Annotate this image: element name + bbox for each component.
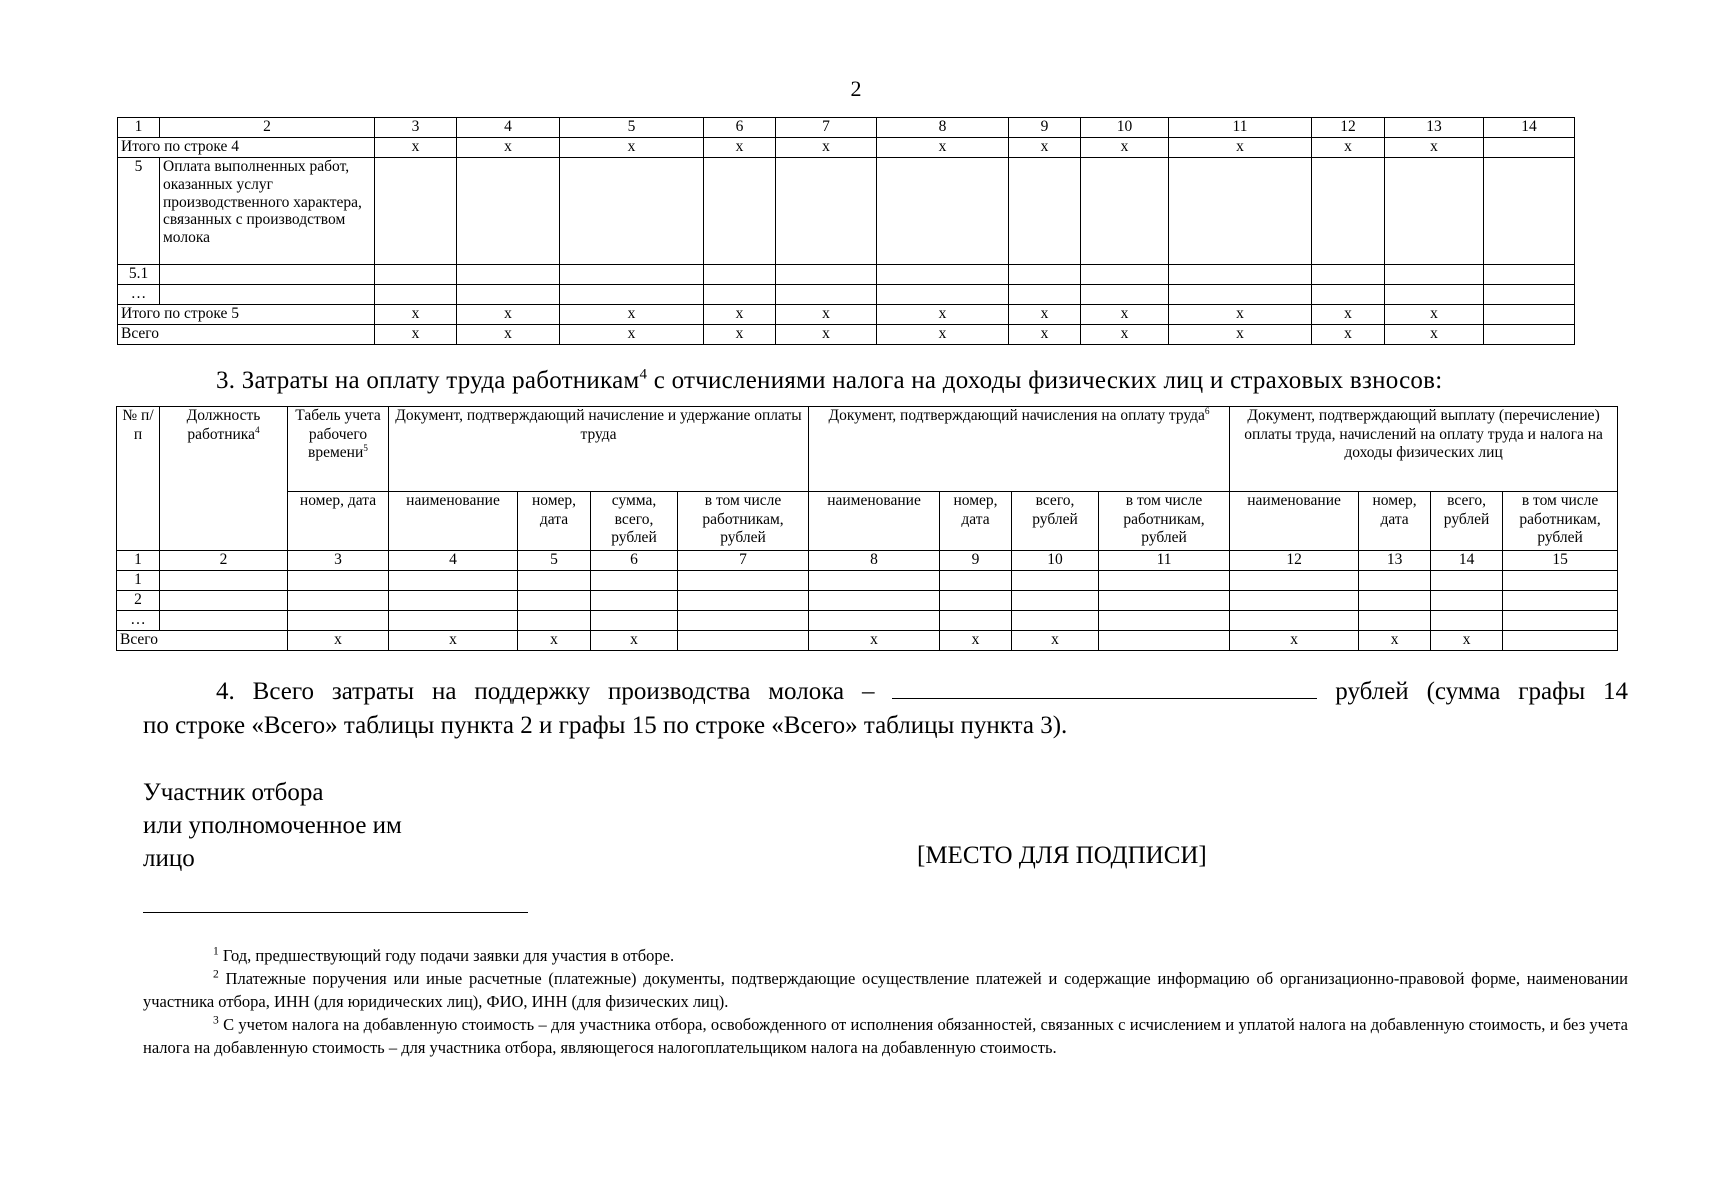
column-number-row	[118, 118, 1575, 138]
row-number: 2	[117, 591, 160, 611]
footnote: $^2$ Платежные поручения или иные расчетные (платежные) документы, подтверждающие осуществление платежей и содержащие информацию об организационно-правовой форме, наименовании участника отбора, ИНН (для юридических лиц), ФИО, ИНН (для физических лиц).	[143, 968, 1628, 1011]
column-number: 11	[1099, 551, 1230, 571]
header-charges-document: Документ, подтверждающий начисления на оплату труда$^6$	[809, 407, 1230, 492]
table-cell	[678, 611, 809, 631]
header-accrual-document: Документ, подтверждающий начисление и удержание оплаты труда	[389, 407, 809, 492]
payments-table	[117, 117, 1575, 345]
table-cell	[1484, 325, 1575, 345]
column-number: 8	[809, 551, 940, 571]
table-cell: х	[457, 138, 560, 158]
table-cell	[1359, 591, 1431, 611]
column-number: 2	[160, 118, 375, 138]
table-row	[118, 138, 1575, 158]
column-number: 1	[118, 118, 160, 138]
footnote: $^1$ Год, предшествующий году подачи заявки для участия в отборе.	[213, 945, 675, 965]
footnote-divider	[143, 912, 528, 913]
table-cell	[1012, 591, 1099, 611]
table-row	[117, 591, 1618, 611]
table-cell	[1431, 591, 1503, 611]
table-cell	[389, 591, 518, 611]
column-number: 14	[1484, 118, 1575, 138]
table-cell: х	[560, 325, 704, 345]
subheader-cell: в том числе работникам, рублей	[678, 492, 809, 551]
table-cell: х	[1230, 631, 1359, 651]
table-cell	[1484, 158, 1575, 265]
table-cell: х	[389, 631, 518, 651]
table-row	[118, 265, 1575, 285]
table-cell: х	[940, 631, 1012, 651]
table-cell	[375, 158, 457, 265]
row-number: 5	[118, 158, 160, 265]
table-cell	[1099, 571, 1230, 591]
table-cell: х	[591, 631, 678, 651]
table-cell	[1012, 611, 1099, 631]
total-amount-blank	[892, 676, 1317, 699]
column-number: 12	[1230, 551, 1359, 571]
table-row	[118, 325, 1575, 345]
table-cell	[1230, 611, 1359, 631]
table-row	[117, 571, 1618, 591]
total-costs-line-1: 4. Всего затраты на поддержку производства молока – рублей (сумма графы 14	[216, 678, 1629, 705]
table-cell: х	[776, 325, 877, 345]
table-cell	[457, 285, 560, 305]
table-cell	[1484, 138, 1575, 158]
row-number: 1	[117, 571, 160, 591]
row-description	[160, 285, 375, 305]
table-cell	[160, 571, 288, 591]
table-cell: х	[776, 138, 877, 158]
table-cell: х	[1312, 138, 1385, 158]
column-number-row	[117, 551, 1618, 571]
table-cell	[160, 611, 288, 631]
subheader-cell: в том числе работникам, рублей	[1099, 492, 1230, 551]
table-cell	[389, 571, 518, 591]
footnotes	[143, 944, 1628, 1059]
table-cell	[457, 158, 560, 265]
table-cell	[1081, 158, 1169, 265]
table-cell	[809, 591, 940, 611]
table-cell: х	[1169, 305, 1312, 325]
table-cell: х	[1359, 631, 1431, 651]
table-cell	[1169, 265, 1312, 285]
table-cell	[1081, 285, 1169, 305]
table-cell	[1431, 611, 1503, 631]
column-number: 13	[1385, 118, 1484, 138]
table-cell: х	[375, 325, 457, 345]
subheader-cell: номер, дата	[940, 492, 1012, 551]
table-cell	[940, 571, 1012, 591]
table-cell	[591, 571, 678, 591]
table-cell	[375, 265, 457, 285]
table-cell: х	[877, 305, 1009, 325]
column-number: 5	[518, 551, 591, 571]
table-cell	[1431, 571, 1503, 591]
column-number: 1	[117, 551, 160, 571]
subheader-cell: номер, дата	[1359, 492, 1431, 551]
table-cell	[877, 265, 1009, 285]
table-cell: х	[560, 305, 704, 325]
subheader-cell: всего, рублей	[1012, 492, 1099, 551]
table-cell	[560, 265, 704, 285]
table-cell	[1099, 611, 1230, 631]
table-cell	[591, 611, 678, 631]
column-number: 6	[704, 118, 776, 138]
subheader-row	[117, 492, 1618, 551]
table-cell: х	[877, 138, 1009, 158]
section-3-heading: 3. Затраты на оплату труда работникам$^4$ с отчислениями налога на доходы физических лиц и страховых взносов:	[216, 366, 1443, 394]
subheader-cell: в том числе работникам, рублей	[1503, 492, 1618, 551]
total-costs-paragraph	[143, 675, 1628, 743]
table-cell	[591, 591, 678, 611]
table-cell: х	[1312, 305, 1385, 325]
table-cell	[1484, 265, 1575, 285]
payments-table-body	[118, 118, 1575, 345]
table-cell	[678, 571, 809, 591]
table-cell: х	[704, 138, 776, 158]
subheader-cell: наименование	[389, 492, 518, 551]
table-cell	[704, 158, 776, 265]
table-cell	[1385, 158, 1484, 265]
column-number: 4	[389, 551, 518, 571]
table-cell: х	[1012, 631, 1099, 651]
table-cell: х	[1009, 325, 1081, 345]
table-cell: х	[1385, 325, 1484, 345]
signer-line: Участник отбора	[143, 779, 324, 806]
row-number: …	[118, 285, 160, 305]
column-number: 14	[1431, 551, 1503, 571]
table-cell	[1009, 265, 1081, 285]
table-cell: х	[1431, 631, 1503, 651]
table-cell	[375, 285, 457, 305]
row-description: Оплата выполненных работ, оказанных услуг производственного характера, связанных с производством молока	[160, 158, 375, 265]
table-cell: х	[1385, 138, 1484, 158]
table-cell: х	[1081, 138, 1169, 158]
column-number: 9	[940, 551, 1012, 571]
table-row	[118, 305, 1575, 325]
table-cell	[877, 158, 1009, 265]
total-label: Всего	[117, 631, 288, 651]
column-number: 3	[288, 551, 389, 571]
table-cell: х	[809, 631, 940, 651]
column-number: 10	[1012, 551, 1099, 571]
signer-line: лицо	[143, 845, 195, 872]
table-row	[118, 158, 1575, 265]
table-cell	[1169, 158, 1312, 265]
row-label: Всего	[118, 325, 375, 345]
table-cell	[1312, 158, 1385, 265]
column-number: 5	[560, 118, 704, 138]
table-cell: х	[518, 631, 591, 651]
header-num: № п/п	[117, 407, 160, 551]
table-cell: х	[457, 305, 560, 325]
table-cell	[1312, 285, 1385, 305]
subheader-cell: наименование	[1230, 492, 1359, 551]
table-cell	[1012, 571, 1099, 591]
column-number: 6	[591, 551, 678, 571]
labor-costs-table-body	[117, 551, 1618, 651]
column-number: 4	[457, 118, 560, 138]
table-cell	[940, 591, 1012, 611]
table-cell	[776, 265, 877, 285]
header-payment-document: Документ, подтверждающий выплату (перечисление) оплаты труда, начислений на оплату труда и налога на доходы физических лиц	[1230, 407, 1618, 492]
table-row	[118, 285, 1575, 305]
header-position: Должность работника$^4$	[160, 407, 288, 551]
table-cell	[1169, 285, 1312, 305]
table-cell	[288, 591, 389, 611]
table-cell	[704, 265, 776, 285]
column-number: 13	[1359, 551, 1431, 571]
column-number: 9	[1009, 118, 1081, 138]
total-costs-line-2: по строке «Всего» таблицы пункта 2 и графы 15 по строке «Всего» таблицы пункта 3).	[143, 712, 1068, 739]
column-number: 10	[1081, 118, 1169, 138]
page-number: 2	[850, 76, 862, 101]
table-cell	[457, 265, 560, 285]
table-cell: х	[1009, 305, 1081, 325]
table-cell	[704, 285, 776, 305]
column-number: 2	[160, 551, 288, 571]
subheader-cell: номер, дата	[288, 492, 389, 551]
table-cell	[1081, 265, 1169, 285]
table-cell	[518, 571, 591, 591]
table-cell	[1099, 591, 1230, 611]
table-cell	[877, 285, 1009, 305]
table-cell	[1359, 571, 1431, 591]
subheader-cell: всего, рублей	[1431, 492, 1503, 551]
row-number: 5.1	[118, 265, 160, 285]
table-cell: х	[776, 305, 877, 325]
table-cell: х	[704, 325, 776, 345]
table-cell	[1503, 571, 1618, 591]
table-cell	[518, 591, 591, 611]
table-cell	[560, 285, 704, 305]
subheader-cell: номер, дата	[518, 492, 591, 551]
table-cell: х	[1169, 138, 1312, 158]
column-number: 11	[1169, 118, 1312, 138]
table-row	[117, 611, 1618, 631]
header-timesheet: Табель учета рабочего времени$^5$	[288, 407, 389, 492]
table-cell	[389, 611, 518, 631]
table-cell	[1385, 265, 1484, 285]
table-cell	[1099, 631, 1230, 651]
column-number: 7	[678, 551, 809, 571]
column-number: 15	[1503, 551, 1618, 571]
table-cell	[1009, 285, 1081, 305]
row-label: Итого по строке 5	[118, 305, 375, 325]
table-cell	[776, 158, 877, 265]
table-cell	[160, 591, 288, 611]
subheader-cell: сумма, всего, рублей	[591, 492, 678, 551]
table-cell	[560, 158, 704, 265]
table-cell: х	[1009, 138, 1081, 158]
table-cell	[678, 591, 809, 611]
subheader-cell: наименование	[809, 492, 940, 551]
table-cell: х	[375, 138, 457, 158]
signer-block	[143, 776, 402, 875]
column-number: 8	[877, 118, 1009, 138]
labor-costs-table	[116, 406, 1618, 651]
table-cell: х	[457, 325, 560, 345]
table-cell	[1009, 158, 1081, 265]
table-cell: х	[704, 305, 776, 325]
table-cell	[678, 631, 809, 651]
signer-line: или уполномоченное им	[143, 812, 402, 839]
table-cell	[1484, 285, 1575, 305]
table-cell	[940, 611, 1012, 631]
row-label: Итого по строке 4	[118, 138, 375, 158]
table-cell	[1359, 611, 1431, 631]
signature-placeholder: [МЕСТО ДЛЯ ПОДПИСИ]	[917, 842, 1207, 869]
table-cell: х	[1312, 325, 1385, 345]
table-cell: х	[1169, 325, 1312, 345]
table-cell	[288, 611, 389, 631]
table-cell: х	[877, 325, 1009, 345]
table-cell	[809, 571, 940, 591]
table-cell: х	[375, 305, 457, 325]
column-number: 12	[1312, 118, 1385, 138]
table-cell	[1503, 631, 1618, 651]
table-cell: х	[1081, 305, 1169, 325]
table-cell	[1503, 611, 1618, 631]
table-cell: х	[560, 138, 704, 158]
table-cell	[776, 285, 877, 305]
footnote: $^3$ С учетом налога на добавленную стоимость – для участника отбора, освобожденного от исполнения обязанностей, связанных с исчислением и уплатой налога на добавленную стоимость, и без учета налога на добавленную стоимость – для участника отбора, являющегося налогоплательщиком налога на добавленную стоимость.	[143, 1014, 1628, 1057]
table-cell	[518, 611, 591, 631]
table-cell	[1312, 265, 1385, 285]
table-cell	[288, 571, 389, 591]
table-cell: х	[1081, 325, 1169, 345]
column-number: 3	[375, 118, 457, 138]
row-number: …	[117, 611, 160, 631]
header-row	[117, 407, 1618, 492]
table-cell	[1385, 285, 1484, 305]
table-cell: х	[1385, 305, 1484, 325]
table-cell	[1230, 591, 1359, 611]
row-description	[160, 265, 375, 285]
table-cell	[1503, 591, 1618, 611]
column-number: 7	[776, 118, 877, 138]
table-cell	[809, 611, 940, 631]
table-cell: х	[288, 631, 389, 651]
total-row	[117, 631, 1618, 651]
table-cell	[1230, 571, 1359, 591]
table-cell	[1484, 305, 1575, 325]
